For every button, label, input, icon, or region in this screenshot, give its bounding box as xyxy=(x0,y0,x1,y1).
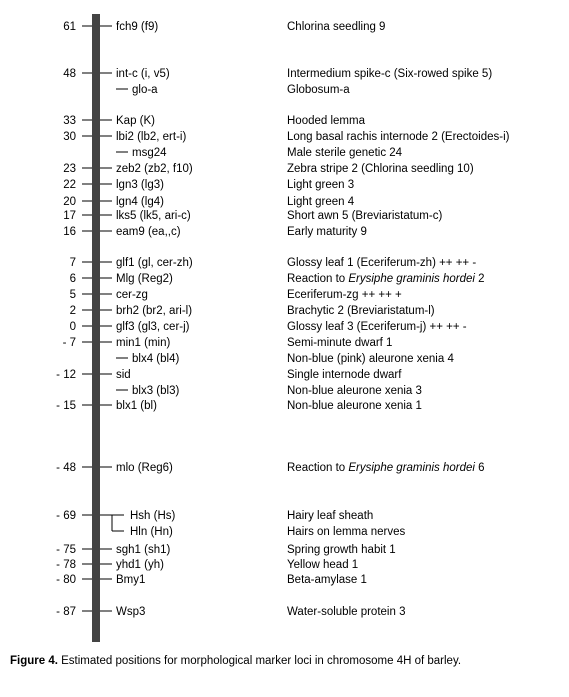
position-label: 33 xyxy=(63,115,76,127)
locus-label: msg24 xyxy=(132,147,167,159)
position-label: 7 xyxy=(69,257,76,269)
position-label: - 15 xyxy=(56,400,76,412)
locus-description: Eceriferum-zg ++ ++ + xyxy=(287,289,402,301)
position-label: 61 xyxy=(63,21,76,33)
locus-label: lgn4 (lg4) xyxy=(116,196,164,208)
desc-prefix: Reaction to xyxy=(287,462,349,474)
locus-label: glo-a xyxy=(132,84,158,96)
position-label: 30 xyxy=(63,131,76,143)
locus-label: zeb2 (zb2, f10) xyxy=(116,163,193,175)
caption-label: Figure 4. xyxy=(10,655,58,667)
position-label: - 87 xyxy=(56,606,76,618)
position-label: - 12 xyxy=(56,369,76,381)
locus-label: blx1 (bl) xyxy=(116,400,157,412)
locus-description: Light green 3 xyxy=(287,179,355,191)
locus-label: blx3 (bl3) xyxy=(132,385,180,397)
locus-description xyxy=(287,462,485,474)
position-label: 17 xyxy=(63,210,76,222)
position-label: 22 xyxy=(63,179,76,191)
locus-label: Wsp3 xyxy=(116,606,146,618)
locus-description: Semi-minute dwarf 1 xyxy=(287,337,393,349)
position-label: - 7 xyxy=(62,337,76,349)
locus-description: Water-soluble protein 3 xyxy=(287,606,406,618)
locus-label: mlo (Reg6) xyxy=(116,462,173,474)
locus-description: Glossy leaf 3 (Eceriferum-j) ++ ++ - xyxy=(287,321,467,333)
locus-label: Mlg (Reg2) xyxy=(116,273,173,285)
locus-label: sid xyxy=(116,369,131,381)
locus-label: glf1 (gl, cer-zh) xyxy=(116,257,193,269)
position-label: - 69 xyxy=(56,510,76,522)
locus-label: lks5 (lk5, ari-c) xyxy=(116,210,191,222)
locus-label: Hln (Hn) xyxy=(130,526,173,538)
locus-label: blx4 (bl4) xyxy=(132,353,180,365)
position-label: 16 xyxy=(63,226,76,238)
position-label: 2 xyxy=(69,305,76,317)
locus-description: Beta-amylase 1 xyxy=(287,574,367,586)
position-label: 48 xyxy=(63,68,76,80)
locus-label: yhd1 (yh) xyxy=(116,559,164,571)
position-label: 0 xyxy=(69,321,76,333)
position-label: - 48 xyxy=(56,462,76,474)
locus-label: fch9 (f9) xyxy=(116,21,159,33)
position-label: 20 xyxy=(63,196,76,208)
position-label: - 75 xyxy=(56,544,76,556)
locus-description: Chlorina seedling 9 xyxy=(287,21,386,33)
locus-label: min1 (min) xyxy=(116,337,171,349)
locus-label: brh2 (br2, ari-l) xyxy=(116,305,193,317)
locus-description: Hairy leaf sheath xyxy=(287,510,374,522)
position-label: - 80 xyxy=(56,574,76,586)
locus-description: Yellow head 1 xyxy=(287,559,359,571)
locus-description: Short awn 5 (Breviaristatum-c) xyxy=(287,210,443,222)
position-label: 6 xyxy=(69,273,76,285)
locus-label: sgh1 (sh1) xyxy=(116,544,171,556)
locus-description: Brachytic 2 (Breviaristatum-l) xyxy=(287,305,435,317)
locus-label: Kap (K) xyxy=(116,115,155,127)
desc-prefix: Reaction to xyxy=(287,273,349,285)
desc-suffix: 2 xyxy=(474,273,485,285)
locus-label: glf3 (gl3, cer-j) xyxy=(116,321,190,333)
locus-label: Hsh (Hs) xyxy=(130,510,176,522)
locus-description: Zebra stripe 2 (Chlorina seedling 10) xyxy=(287,163,474,175)
locus-description: Hairs on lemma nerves xyxy=(287,526,406,538)
locus-description: Early maturity 9 xyxy=(287,226,367,238)
locus-label: eam9 (ea,,c) xyxy=(116,226,181,238)
locus-label: lgn3 (lg3) xyxy=(116,179,164,191)
locus-description: Single internode dwarf xyxy=(287,369,402,381)
position-label: 5 xyxy=(69,289,76,301)
locus-description: Male sterile genetic 24 xyxy=(287,147,403,159)
locus-description: Light green 4 xyxy=(287,196,355,208)
position-label: 23 xyxy=(63,163,76,175)
locus-label: Bmy1 xyxy=(116,574,146,586)
locus-label: lbi2 (lb2, ert-i) xyxy=(116,131,187,143)
figure-caption xyxy=(10,654,530,668)
locus-description: Hooded lemma xyxy=(287,115,365,127)
locus-description: Long basal rachis internode 2 (Erectoides-i) xyxy=(287,131,510,143)
locus-description: Globosum-a xyxy=(287,84,350,96)
locus-description: Non-blue aleurone xenia 1 xyxy=(287,400,422,412)
locus-description: Spring growth habit 1 xyxy=(287,544,396,556)
desc-species: Erysiphe graminis hordei xyxy=(348,462,475,474)
desc-species: Erysiphe graminis hordei xyxy=(348,273,475,285)
locus-description: Glossy leaf 1 (Eceriferum-zh) ++ ++ - xyxy=(287,257,477,269)
locus-label: int-c (i, v5) xyxy=(116,68,170,80)
position-label: - 78 xyxy=(56,559,76,571)
chromosome-bar xyxy=(92,14,100,642)
locus-description xyxy=(287,273,485,285)
locus-description: Non-blue aleurone xenia 3 xyxy=(287,385,422,397)
desc-suffix: 6 xyxy=(474,462,485,474)
locus-label: cer-zg xyxy=(116,289,148,301)
caption-text: Estimated positions for morphological marker loci in chromosome 4H of barley. xyxy=(61,655,462,667)
locus-description: Non-blue (pink) aleurone xenia 4 xyxy=(287,353,454,365)
locus-description: Intermedium spike-c (Six-rowed spike 5) xyxy=(287,68,493,80)
